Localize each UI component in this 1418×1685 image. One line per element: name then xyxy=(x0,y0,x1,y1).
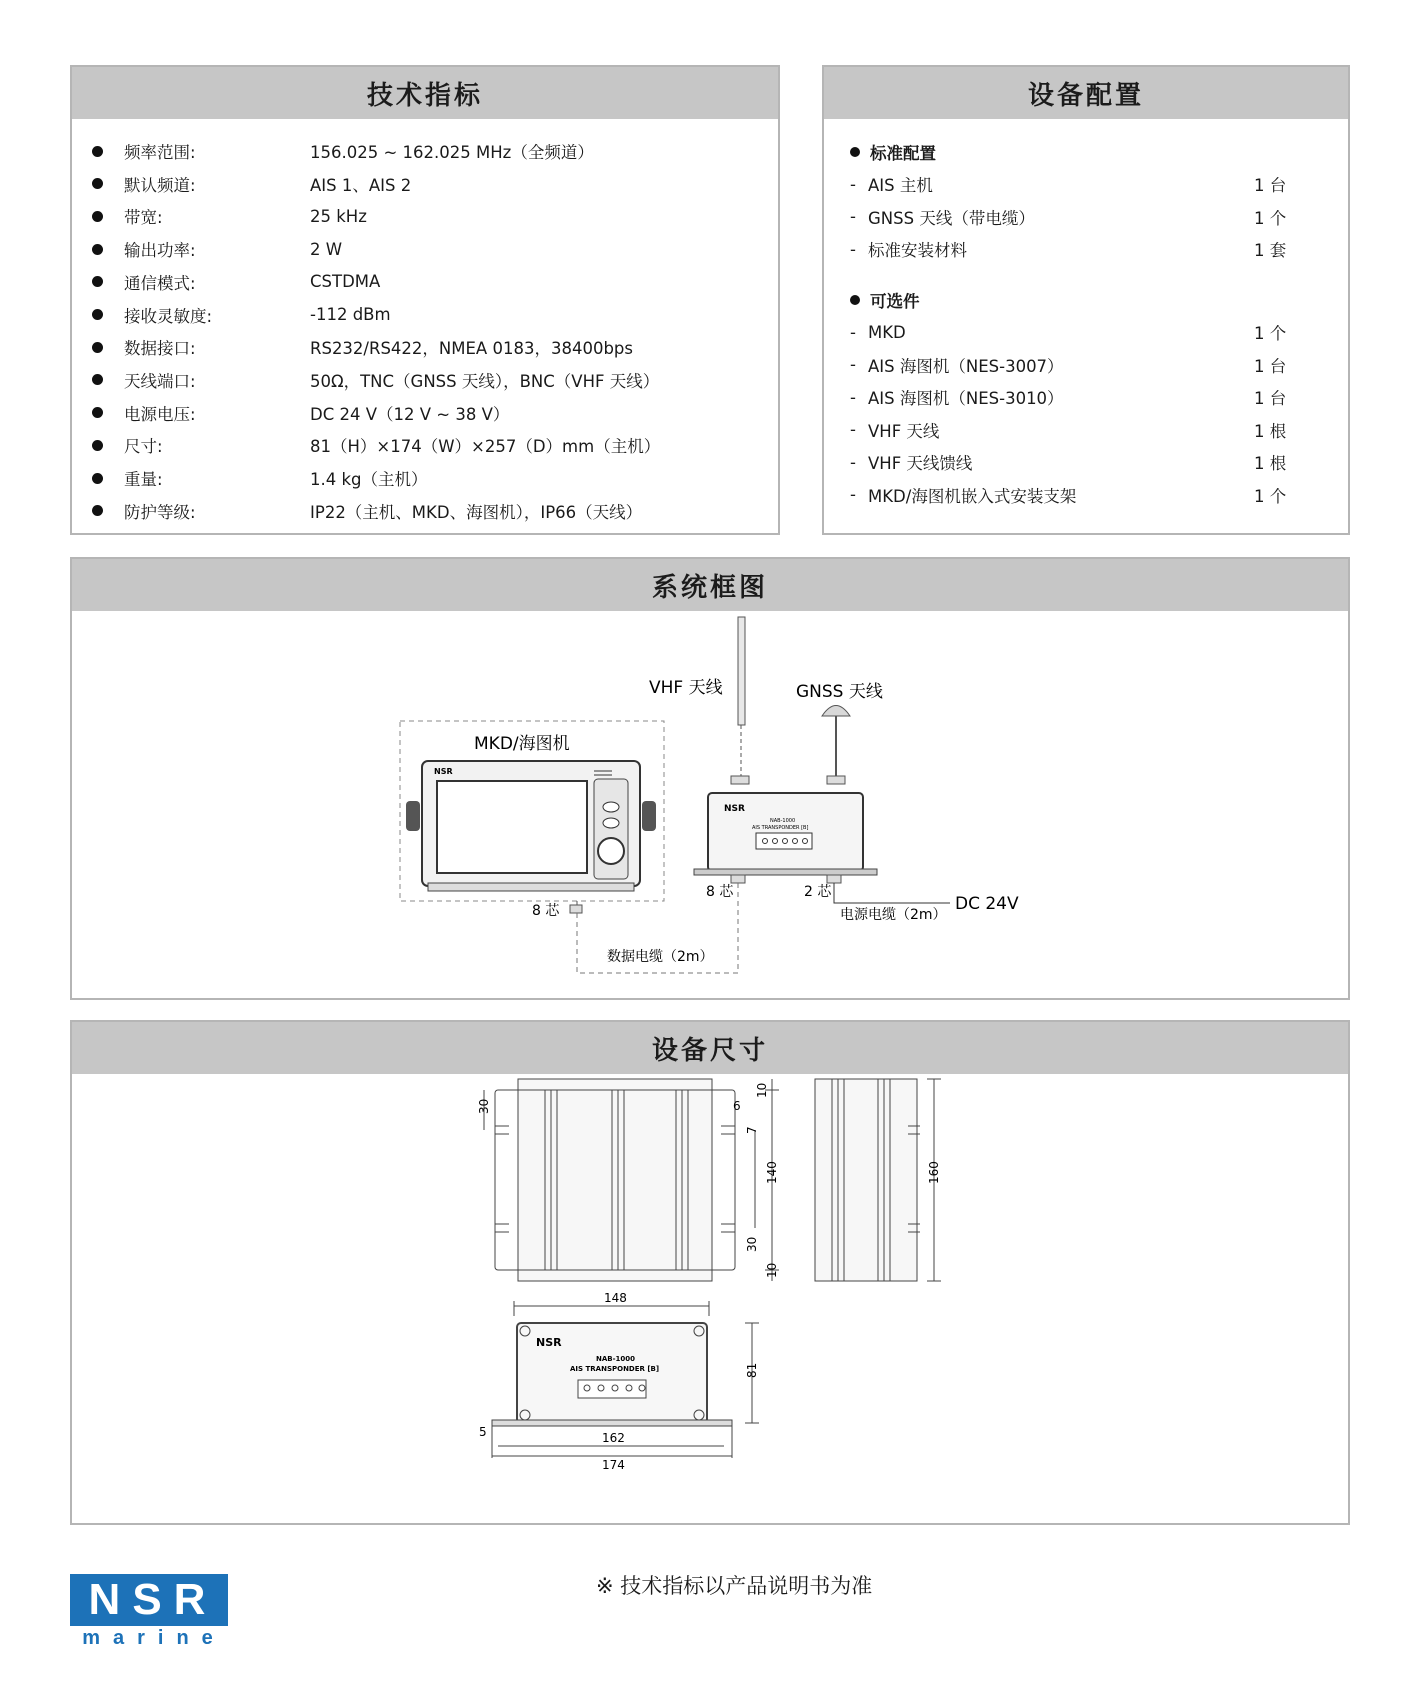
spec-value: 1.4 kg（主机） xyxy=(310,470,428,489)
config-item xyxy=(824,317,1348,347)
bullet-icon xyxy=(92,244,103,255)
spec-label: 通信模式: xyxy=(124,273,196,293)
logo-sub-text: marine xyxy=(82,1627,226,1649)
standard-config-heading: 标准配置 xyxy=(824,137,1348,167)
dim-148: 148 xyxy=(604,1291,627,1305)
dim-7: 7 xyxy=(745,1126,759,1134)
config-item-name: VHF 天线 xyxy=(868,421,940,441)
gnss-antenna-label: GNSS 天线 xyxy=(796,682,883,702)
ais-unit-icon xyxy=(694,793,877,875)
config-item xyxy=(824,202,1348,232)
spec-label: 天线端口: xyxy=(124,371,196,391)
config-title: 设备配置 xyxy=(824,67,1348,119)
config-item-qty: 1 台 xyxy=(1254,389,1287,408)
system-diagram-panel xyxy=(70,557,1350,1000)
bullet-icon xyxy=(850,147,860,157)
bullet-icon xyxy=(92,211,103,222)
specs-panel xyxy=(70,65,780,535)
config-item-qty: 1 根 xyxy=(1254,421,1287,441)
mkd-device-icon xyxy=(406,761,656,891)
mkd-brand-label: NSR xyxy=(434,767,453,776)
front-model-label: NAB-1000 xyxy=(596,1355,635,1363)
spec-value: 50Ω，TNC（GNSS 天线），BNC（VHF 天线） xyxy=(310,371,660,391)
dash-marker: - xyxy=(850,387,856,407)
bullet-icon xyxy=(92,473,103,484)
config-item-name: 标准安装材料 xyxy=(868,241,967,260)
config-item-qty: 1 台 xyxy=(1254,356,1287,376)
logo-main-text: NSR xyxy=(70,1574,228,1626)
dc-voltage-label: DC 24V xyxy=(955,894,1019,914)
dash-marker: - xyxy=(850,207,856,226)
bullet-icon xyxy=(92,309,103,320)
spec-row xyxy=(72,496,778,526)
config-item-qty: 1 套 xyxy=(1254,241,1287,260)
nsr-marine-logo xyxy=(70,1574,228,1652)
spec-label: 频率范围: xyxy=(124,143,196,162)
mkd-label: MKD/海图机 xyxy=(474,734,570,754)
config-item-name: VHF 天线馈线 xyxy=(868,454,973,473)
spec-label: 电源电压: xyxy=(124,404,196,424)
unit-sub-label: AIS TRANSPONDER [B] xyxy=(752,825,809,831)
front-view-drawing xyxy=(492,1301,759,1458)
bullet-icon xyxy=(92,146,103,157)
spec-value: 81（H）×174（W）×257（D）mm（主机） xyxy=(310,437,661,457)
system-diagram xyxy=(72,611,1348,1000)
dimensions-title: 设备尺寸 xyxy=(72,1022,1348,1074)
dim-10-top: 10 xyxy=(755,1082,769,1098)
config-item-name: MKD xyxy=(868,322,906,342)
optional-config-heading: 可选件 xyxy=(824,285,1348,315)
bullet-icon xyxy=(92,276,103,287)
dim-160: 160 xyxy=(927,1161,941,1184)
dash-marker: - xyxy=(850,322,856,342)
diagram-title: 系统框图 xyxy=(72,559,1348,611)
config-item-qty: 1 台 xyxy=(1254,176,1287,195)
spec-row xyxy=(72,201,778,231)
spec-value: 2 W xyxy=(310,239,343,259)
spec-value: -112 dBm xyxy=(310,305,391,324)
config-item xyxy=(824,382,1348,412)
dash-marker: - xyxy=(850,485,856,504)
spec-label: 输出功率: xyxy=(124,241,196,261)
spec-row xyxy=(72,267,778,297)
config-item-qty: 1 个 xyxy=(1254,208,1287,228)
config-item-qty: 1 个 xyxy=(1254,486,1287,506)
spec-row xyxy=(72,430,778,460)
dimensions-panel xyxy=(70,1020,1350,1525)
dim-162: 162 xyxy=(602,1431,625,1445)
spec-value: DC 24 V（12 V ~ 38 V） xyxy=(310,404,510,424)
side-view-drawing xyxy=(815,1079,941,1281)
dim-174: 174 xyxy=(602,1458,625,1472)
config-item-name: AIS 海图机（NES-3010） xyxy=(868,389,1064,408)
spec-value: IP22（主机、MKD、海图机），IP66（天线） xyxy=(310,502,643,522)
config-item xyxy=(824,480,1348,510)
dim-30-bottom: 30 xyxy=(745,1236,759,1252)
vhf-antenna-icon xyxy=(738,617,745,725)
dash-marker: - xyxy=(850,420,856,439)
config-item-name: MKD/海图机嵌入式安装支架 xyxy=(868,486,1077,506)
dash-marker: - xyxy=(850,239,856,259)
spec-label: 接收灵敏度: xyxy=(124,306,213,326)
front-sub-label: AIS TRANSPONDER [B] xyxy=(570,1365,660,1373)
config-item-name: AIS 主机 xyxy=(868,176,933,195)
spec-label: 重量: xyxy=(124,470,163,489)
spec-row xyxy=(72,463,778,493)
spec-label: 尺寸: xyxy=(124,437,163,457)
dim-6: 6 xyxy=(733,1099,741,1113)
bullet-icon xyxy=(92,342,103,353)
config-item xyxy=(824,447,1348,477)
vhf-antenna-label: VHF 天线 xyxy=(649,678,723,698)
dim-5: 5 xyxy=(479,1425,487,1439)
spec-label: 默认频道: xyxy=(124,175,196,195)
dim-81: 81 xyxy=(745,1362,759,1378)
core2-label: 2 芯 xyxy=(804,884,832,900)
spec-row xyxy=(72,365,778,395)
config-item xyxy=(824,234,1348,264)
config-item-qty: 1 根 xyxy=(1254,454,1287,473)
gnss-antenna-icon xyxy=(822,706,850,717)
dash-marker: - xyxy=(850,174,856,194)
bullet-icon xyxy=(92,505,103,516)
spec-value: CSTDMA xyxy=(310,272,381,292)
dash-marker: - xyxy=(850,355,856,374)
core8-label-b: 8 芯 xyxy=(706,884,734,900)
bullet-icon xyxy=(850,295,860,305)
spec-row xyxy=(72,234,778,264)
data-cable-label: 数据电缆（2m） xyxy=(607,949,714,965)
config-item xyxy=(824,350,1348,380)
spec-label: 带宽: xyxy=(124,208,163,228)
spec-row xyxy=(72,300,778,330)
dash-marker: - xyxy=(850,452,856,472)
bullet-icon xyxy=(92,374,103,385)
spec-label: 数据接口: xyxy=(124,339,196,359)
dimension-drawing xyxy=(72,1074,1348,1525)
config-item xyxy=(824,415,1348,445)
config-item-qty: 1 个 xyxy=(1254,324,1287,343)
config-panel xyxy=(822,65,1350,535)
bullet-icon xyxy=(92,178,103,189)
config-item xyxy=(824,169,1348,199)
spec-value: RS232/RS422，NMEA 0183，38400bps xyxy=(310,339,633,359)
spec-row xyxy=(72,169,778,199)
spec-label: 防护等级: xyxy=(124,502,196,522)
front-brand-label: NSR xyxy=(536,1336,562,1349)
dim-140: 140 xyxy=(765,1161,779,1184)
core8-label-a: 8 芯 xyxy=(532,903,560,919)
bullet-icon xyxy=(92,407,103,418)
unit-model-label: NAB-1000 xyxy=(770,818,796,824)
specs-title: 技术指标 xyxy=(72,67,778,119)
spec-value: 25 kHz xyxy=(310,206,367,226)
spec-row xyxy=(72,136,778,166)
spec-row xyxy=(72,332,778,362)
power-cable-label: 电源电缆（2m） xyxy=(840,907,947,923)
dim-30-top: 30 xyxy=(477,1098,491,1114)
config-item-name: GNSS 天线（带电缆） xyxy=(868,208,1035,228)
config-item-name: AIS 海图机（NES-3007） xyxy=(868,356,1064,376)
dim-10-bottom: 10 xyxy=(765,1262,779,1278)
bullet-icon xyxy=(92,440,103,451)
spec-value: 156.025 ~ 162.025 MHz（全频道） xyxy=(310,143,594,162)
unit-brand-label: NSR xyxy=(724,804,745,814)
spec-value: AIS 1、AIS 2 xyxy=(310,175,412,195)
footer-note: ※ 技术指标以产品说明书为准 xyxy=(596,1574,873,1598)
spec-row xyxy=(72,398,778,428)
